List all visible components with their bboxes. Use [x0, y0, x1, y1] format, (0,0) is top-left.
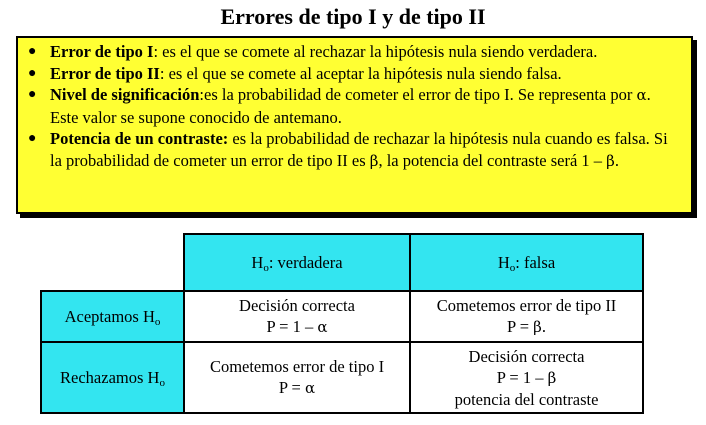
beta-symbol: β [606, 151, 615, 170]
definition-term: Error de tipo II [50, 63, 160, 83]
cell-type-ii-error: Cometemos error de tipo II P = β. [410, 291, 643, 342]
cell-correct-decision-power: Decisión correcta P = 1 – β potencia del contraste [410, 342, 643, 413]
definition-text: es la probabilidad de rechazar la hipótesis nula cuando es falsa. Si la probabilidad de cometer un error de tipo II es [50, 129, 668, 170]
definition-text: . Este valor se supone conocido de antemano. [50, 85, 651, 127]
definition-item [26, 41, 681, 63]
bullet-icon: ● [28, 44, 37, 59]
row-label-reject: Rechazamos $H_o$ [41, 342, 184, 413]
definition-text: :es la probabilidad de cometer el error de tipo I. Se representa por [199, 85, 637, 104]
cell-type-i-error: Cometemos error de tipo I P = α [184, 342, 410, 413]
row-label-accept: Aceptamos $H_o$ [41, 291, 184, 342]
header-h0-false: $H_o$: falsa [410, 234, 643, 291]
cell-correct-decision: Decisión correcta P = 1 – α [184, 291, 410, 342]
definition-term: Error de tipo I [50, 42, 154, 61]
definition-term: Potencia de un contraste: [50, 129, 229, 148]
bullet-icon: ● [28, 87, 37, 102]
page-title: Errores de tipo I y de tipo II [220, 4, 486, 29]
definition-item [26, 63, 681, 85]
definition-text: : es el que se comete al rechazar la hipótesis nula siendo verdadera. [153, 42, 598, 61]
decision-table [40, 233, 644, 414]
alpha-symbol: α [636, 86, 647, 104]
definitions-box [16, 36, 693, 214]
definition-text: . [614, 150, 619, 170]
bullet-icon: ● [28, 131, 37, 146]
definition-item [26, 128, 681, 172]
definition-item [26, 84, 681, 128]
table-corner [41, 234, 184, 291]
bullet-icon: ● [28, 65, 37, 81]
definition-term: Nivel de significación [50, 85, 200, 104]
header-h0-true: $H_o$: verdadera [184, 234, 410, 291]
definition-text: : es el que se comete al aceptar la hipótesis nula siendo falsa. [159, 63, 562, 83]
beta-symbol: β [369, 151, 379, 170]
definition-text: , la potencia del contraste será 1 – [378, 150, 607, 170]
